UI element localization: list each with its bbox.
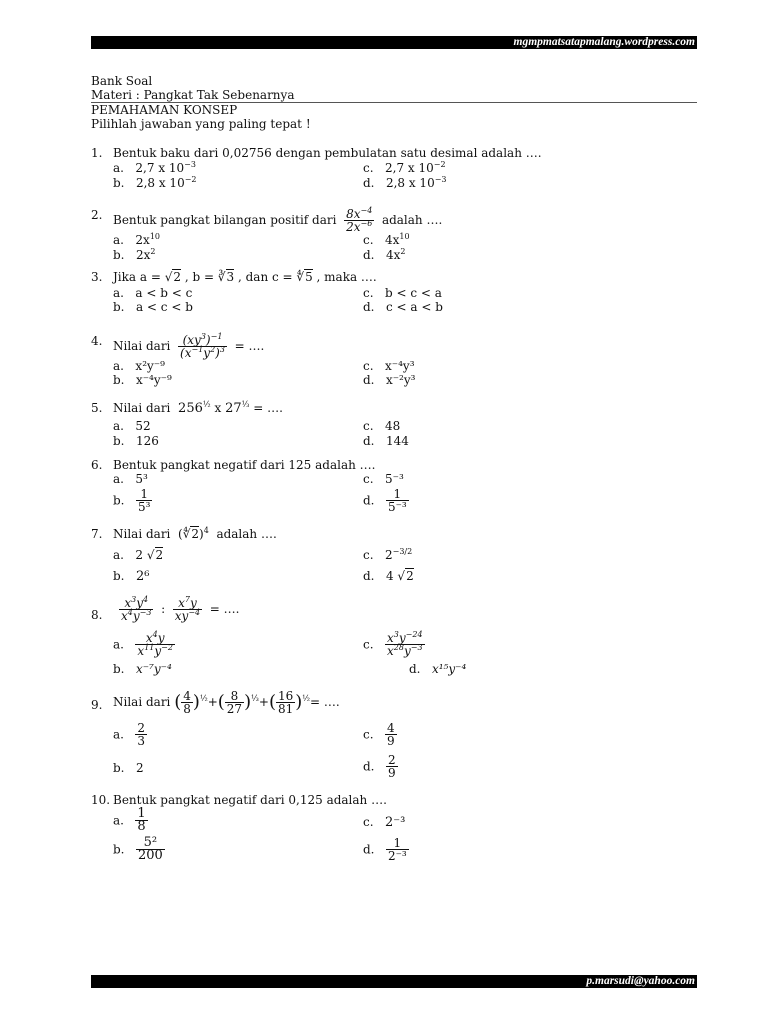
option-7d: d. 4 √2 xyxy=(363,569,414,583)
option-1c: c. 2,7 x $10^{-2}$ xyxy=(363,160,446,175)
instruction: Pilihlah jawaban yang paling tepat ! xyxy=(91,117,311,131)
question-number: 8. xyxy=(91,608,103,622)
question-text: Bentuk baku dari 0,02756 dengan pembulatan satu desimal adalah …. xyxy=(113,146,542,160)
option-9b: b. 2 xyxy=(113,761,144,775)
option-9a: a. $\frac{2}{3}$ xyxy=(113,721,146,748)
question-number: 9. xyxy=(91,698,103,712)
option-2a: a. $2x^{10}$ xyxy=(113,232,161,247)
fraction: $\frac{8x^{-4}}{2x^{-6}}$ xyxy=(346,206,373,234)
question-number: 10. xyxy=(91,793,111,807)
question-text: $\frac{x^3y^4}{x^4y^{-3}}$ : $\frac{x^7y}{xy^{-4}}$ = …. xyxy=(121,595,240,623)
question-number: 3. xyxy=(91,270,103,284)
question-number: 7. xyxy=(91,527,103,541)
fraction: $\frac{(xy^3)^{-1}}{(x^{-1}y^2)^3}$ xyxy=(180,332,225,360)
option-5a: a. 52 xyxy=(113,419,151,433)
doc-title: Bank Soal xyxy=(91,74,153,88)
question-text: Bentuk pangkat negatif dari 125 adalah …. xyxy=(113,458,376,472)
header-website-bar xyxy=(91,36,697,49)
option-8b: b. x⁻⁷y⁻⁴ xyxy=(113,662,172,676)
option-3c: c. b < c < a xyxy=(363,286,442,300)
option-4c: c. x⁻⁴y³ xyxy=(363,359,415,373)
question-text: Jika a = √2 , b = ∛3 , dan c = ∜5 , maka …. xyxy=(113,270,377,284)
option-4a: a. x²y⁻⁹ xyxy=(113,359,165,373)
option-5d: d. 144 xyxy=(363,434,409,448)
question-number: 1. xyxy=(91,146,103,160)
option-7c: c. $2^{-3/2}$ xyxy=(363,547,413,562)
option-6b: b. $\frac{1}{\text{5³}}$ xyxy=(113,487,151,514)
option-3d: d. c < a < b xyxy=(363,300,443,314)
option-6c: c. 5⁻³ xyxy=(363,472,404,486)
question-text: Bentuk pangkat negatif dari 0,125 adalah …. xyxy=(113,793,387,807)
option-4b: b. x⁻⁴y⁻⁹ xyxy=(113,373,172,387)
option-2c: c. $4x^{10}$ xyxy=(363,232,410,247)
fraction: $\frac{x^3y^4}{x^4y^{-3}}$ xyxy=(121,595,152,623)
header-website: mgmpmatsatapmalang.wordpress.com xyxy=(513,36,695,48)
question-number: 2. xyxy=(91,208,103,222)
option-10a: a. $\frac{1}{8}$ xyxy=(113,806,146,834)
option-10b: b. $\frac{\text{5²}}{200}$ xyxy=(113,835,163,863)
option-8a: a. $\frac{x^4y}{x^{11}y^{-2}}$ xyxy=(113,630,173,658)
doc-subject: Materi : Pangkat Tak Sebenarnya xyxy=(91,88,295,102)
option-8d: d. x¹⁵y⁻⁴ xyxy=(409,662,467,676)
fraction: $\frac{x^7y}{xy^{-4}}$ xyxy=(174,595,201,623)
option-5b: b. 126 xyxy=(113,434,159,448)
question-number: 4. xyxy=(91,334,103,348)
option-2b: b. $2x^2$ xyxy=(113,247,156,262)
question-text: Nilai dari (∜2)$^4$ adalah …. xyxy=(113,526,277,541)
option-1d: d. 2,8 x $10^{-3}$ xyxy=(363,175,447,190)
option-6d: d. $\frac{1}{\text{5⁻³}}$ xyxy=(363,487,407,514)
question-text: Bentuk pangkat bilangan positif dari $\frac{8x^{-4}}{2x^{-6}}$ adalah …. xyxy=(113,206,443,234)
option-3a: a. a < b < c xyxy=(113,286,193,300)
option-7b: b. 2⁶ xyxy=(113,569,150,584)
section-title: PEMAHAMAN KONSEP xyxy=(91,103,238,117)
option-6a: a. 5³ xyxy=(113,472,148,486)
question-text: Nilai dari ( $\frac{4}{8}$ )$^{\frac{1}{2}}$+( $\frac{8}{27}$ )$^{\frac{1}{3}}$+( $\frac{16}{81}$ )$^{\frac{1}{2}}$= …. xyxy=(113,689,340,716)
option-1a: a. 2,7 x $10^{-3}$ xyxy=(113,160,196,175)
option-3b: b. a < c < b xyxy=(113,300,193,314)
option-10c: c. 2⁻³ xyxy=(363,815,406,830)
option-9c: c. $\frac{4}{9}$ xyxy=(363,721,395,748)
option-7a: a. 2 √2 xyxy=(113,548,164,562)
option-10d: d. $\frac{1}{\text{2⁻³}}$ xyxy=(363,836,407,863)
question-text: Nilai dari $\frac{(xy^3)^{-1}}{(x^{-1}y^2)^3}$ = …. xyxy=(113,332,265,360)
footer-email-bar xyxy=(91,975,697,988)
option-5c: c. 48 xyxy=(363,419,401,433)
option-2d: d. $4x^2$ xyxy=(363,247,406,262)
question-number: 5. xyxy=(91,401,103,415)
option-1b: b. 2,8 x $10^{-2}$ xyxy=(113,175,197,190)
option-9d: d. $\frac{2}{9}$ xyxy=(363,753,396,780)
question-text: Nilai dari $256^{\frac{1}{2}}$ x $27^{\frac{1}{3}}$ = …. xyxy=(113,400,283,416)
footer-email: p.marsudi@yahoo.com xyxy=(586,975,695,987)
option-4d: d. x⁻²y³ xyxy=(363,373,416,387)
question-number: 6. xyxy=(91,458,103,472)
option-8c: c. $\frac{x^3y^{-24}}{x^{28}y^{-3}}$ xyxy=(363,630,423,658)
